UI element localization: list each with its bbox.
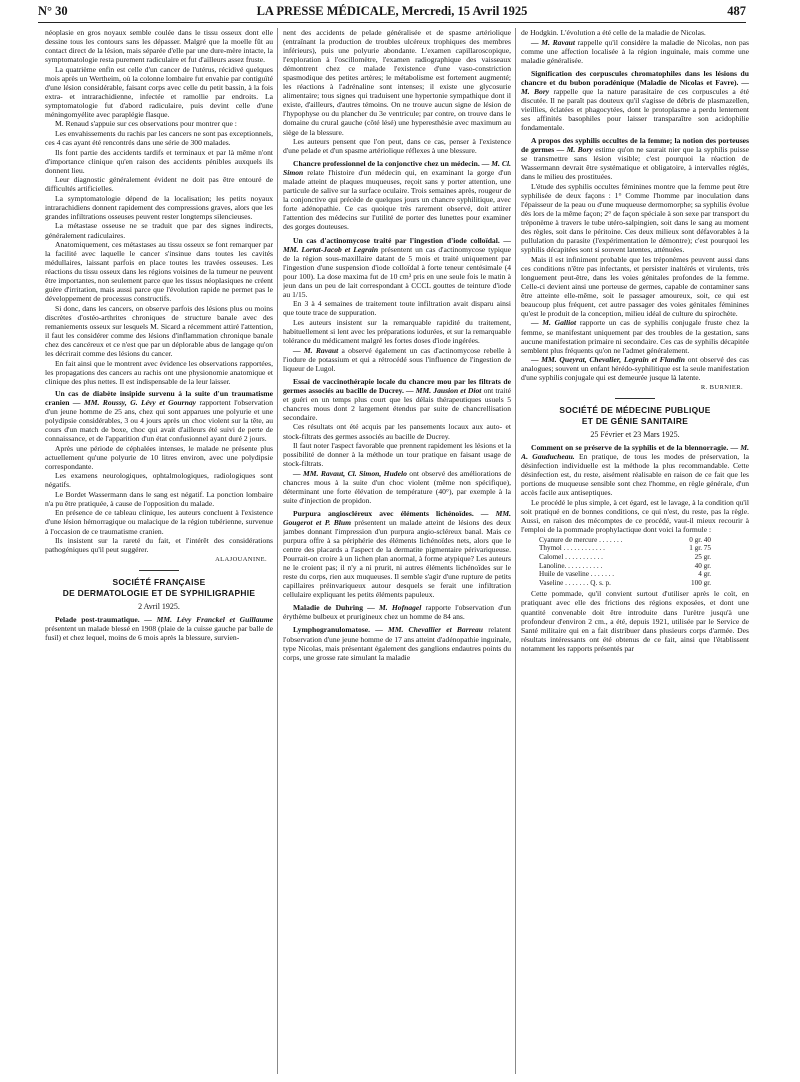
paragraph: Ils font partie des accidents tardifs et terminaux et par là même n'ont d'importance clinique qu'en raison des accidents pénibles auxquels ils donnent lieu. (45, 147, 273, 175)
ingredient-name: Vaseline . . . . . . . Q. s. p. (539, 578, 611, 587)
report-heading: A propos des syphilis occultes de la femme; la notion des porteuses de germes (521, 136, 749, 155)
report-entry (283, 236, 511, 299)
page-number: 487 (727, 4, 746, 18)
ingredient-name: Lanoline. . . . . . . . . . . (539, 561, 603, 570)
paragraph: Ces résultats ont été acquis par les pansements locaux aux auto- et stock-filtrats des germes associés au bacille de Ducrey. (283, 422, 511, 441)
report-text: présentent un malade atteint de lésions des deux jambes donnant l'impression d'un purpura angio-scléreux banal. Mais ce purpura offre à sa périphérie des éléments lichénoïdes nets, alors que le centre des placards a l'aspect de la dermatite pigmentaire périvariqueuse. Pourrait-on croire à un lichen plan anormal, à forme atypique? Les auteurs ne le croient pas; il n'y a ni prurit, ni autres éléments lichénoïdes sur le reste du corps, rien aux muqueuses. Il semble s'agir d'une rupture de petits capillaires préinvariqueux autour desquels se ferait une infiltration cellulaire expliquant les petits éléments papuleux. (283, 517, 511, 600)
report-authors: — M. Hofnagel (363, 603, 422, 613)
report-text: rapporte un cas de syphilis conjugale fruste chez la femme, se manifestant uniquement par des troubles de la gestation, sans aucune manifestation primaire ni secondaire. Ces cas de syphilis décapitée semblent plus fréquents qu'on ne l'admet généralement. (521, 318, 749, 355)
paragraph: En présence de ce tableau clinique, les auteurs concluent à l'existence d'une lésion hémorragique ou malacique de la région tubérienne, survenue à l'occasion de ce traumatisme cranien. (45, 508, 273, 536)
report-authors: — M. Bory (554, 145, 593, 155)
paragraph: En 3 à 4 semaines de traitement toute infiltration avait disparu ainsi que toute trace de suppuration. (283, 299, 511, 318)
ingredient-amount: 4 gr. (698, 570, 711, 579)
report-heading: Purpura angioscléreux avec éléments lichénoïdes. (293, 508, 474, 518)
paragraph: Le procédé le plus simple, à cet égard, est le lavage, à la condition qu'il soit pratiqué en de bonnes conditions, ce qui n'est, du reste, pas la règle. Aussi, en raison des mécomptes de ce procédé, vaut-il mieux recourir à l'emploi de la pommade prophylactique dont voici la formule : (521, 497, 749, 534)
report-text: ont observé des améliorations de chancres mous à la suite d'un choc violent (même non spécifique), déterminant une forte élévation de température (40°), par exemple à la suite d'injection de propidon. (283, 468, 511, 505)
formula-row (539, 536, 711, 545)
column-2 (283, 28, 511, 1076)
report-authors: — MM. Jausion et Diot (403, 385, 482, 395)
paragraph: Les envahissements du rachis par les cancers ne sont pas exceptionnels, ces 4 cas ayant été rencontrés dans une série de 300 malades. (45, 129, 273, 148)
report-heading: Un cas d'actinomycose traité par l'ingestion d'iode colloïdal. (293, 235, 500, 245)
column-divider (515, 28, 516, 1074)
report-authors: — MM. Queyrat, Chevalier, Legrain et Flandin (531, 355, 686, 365)
ingredient-name: Huile de vaseline . . . . . . . (539, 570, 615, 579)
formula-row (539, 544, 711, 553)
paragraph: Les examens neurologiques, ophtalmologiques, radiologiques sont négatifs. (45, 471, 273, 490)
page-header (38, 4, 746, 22)
column-3 (521, 28, 749, 1076)
session-date: 2 Avril 1925. (138, 601, 180, 611)
report-entry (283, 159, 511, 231)
report-entry (45, 615, 273, 642)
report-text: présentent un malade blessé en 1908 (plaie de la cuisse gauche par balle de fusil) et chez lequel, moins de 6 mois après la blessure, survien- (45, 623, 273, 642)
paragraph: néoplasie en gros noyaux semble coulée dans le tissu osseux dont elle dessine tous les contours sans les dépasser. Malgré que la moelle fût au contact direct de la lésion, mais séparée d'elle par une dure-mère intacte, la symptomatologie resta purement radiculaire et fut d'ailleurs assez fruste. (45, 28, 273, 65)
report-authors: — MM. Gougerot et P. Blum (283, 508, 511, 527)
paragraph: Leur diagnostic généralement évident ne doit pas être entouré de difficultés artificielles. (45, 175, 273, 194)
ingredient-name: Calomel . . . . . . . . . . . (539, 553, 603, 562)
paragraph: Après une période de céphalées intenses, le malade ne présente plus actuellement qu'une polyurie de 10 litres environ, avec une polydipsie correspondante. (45, 443, 273, 471)
report-text: relatent l'observation d'une jeune homme de 17 ans atteint d'adénopathie inguinale, type Nicolas, mais présentant également des ganglions endautres points du corps, une grosse rate simulant la maladie (283, 625, 511, 662)
column-divider (277, 28, 278, 1074)
section-rule (139, 570, 179, 571)
society-heading: SOCIÉTÉ FRANÇAISE DE DERMATOLOGIE ET DE SYPHILIGRAPHIE (62, 576, 256, 598)
paragraph: Il faut noter l'aspect favorable que prennent rapidement les lésions et la possibilité de donner à la méthode un tour pratique en faisant usage de stock-filtrats. (283, 441, 511, 469)
report-authors: — MM. Roussy, G. Lévy et Gournay (72, 397, 196, 407)
report-entry (283, 346, 511, 373)
formula-table (539, 536, 711, 588)
report-text: rappelle que la nature parasitaire de ces corpuscules a été discutée. Il ne paraît pas douteux qu'il s'agisse de débris de plasmazellen, vieillies, éclatées et phagocytées, dont le protoplasme a perdu lentement ses affinités basophiles pour laisser transparaître son acidophilie fondamentale. (521, 86, 749, 132)
paragraph: Anatomiquement, ces métastases au tissu osseux se font remarquer par la facilité avec laquelle le cancer s'insinue dans toutes les cavités médullaires, laissant parfois en place toutes les travées osseuses. Les réactions du tissu osseux dans les régions voisines de la tumeur ne peuvent être importantes, non seulement parce que les tissus néoplasiques ne créent guère d'irritation, mais aussi parce que l'évolution rapide ne permet pas le développement de processus constructifs. (45, 240, 273, 304)
formula-row (539, 562, 711, 571)
ingredient-amount: 0 gr. 40 (689, 535, 711, 544)
report-authors: — MM. Ravaut, Cl. Simon, Hudelo (293, 468, 407, 478)
paragraph: La quatrième enfin est celle d'un cancer de l'utérus, récidivé quelques mois après un Wertheim, où la colonne lombaire fut envahie par contiguïté d'une lésion considérable, faisant corps avec celle du petit bassin, à la fois extra- et intrarachidienne, infectée et ramollie par endroits. La symptomatologie fut d'abord radiculaire, puis devint celle d'une méningomyélite avec paraplégie flasque. (45, 64, 273, 119)
report-authors: — M. Galliot (531, 318, 577, 328)
report-entry (521, 355, 749, 382)
report-heading: Signification des corpuscules chromatophiles dans les lésions du chancre et du bubon poradénique (Maladie de Nicolas et Favre). (521, 68, 749, 87)
header-rule (38, 22, 746, 23)
paragraph: Mais il est infiniment probable que les tréponèmes peuvent aussi dans ces conditions n'être pas infectants, et persister inaltérés et virulents, très longuement peut-être, dans les voies génitales profondes de la femme. Celle-ci devient ainsi une porteuse de germes, capable de contaminer sans être atteinte elle-même, soit le passager amoureux, soit, ce qui est beaucoup plus fréquent, cet autre passager des voies génitales féminines qu'est le produit de la conception, milieu idéal de culture du spirochète. (521, 254, 749, 318)
report-heading: Un cas de diabète insipide survenu à la suite d'un traumatisme cranien (45, 388, 273, 407)
ingredient-amount: 100 gr. (691, 578, 711, 587)
report-authors: — M. Bory (521, 77, 749, 96)
report-text: estime qu'on ne saurait nier que la syphilis puisse se transmettre sans lésion visible; c'est pourquoi la réaction de Wassermann devrait être systématique et obligatoire, à intervalles réglés, dans le milieu des prostituées. (521, 145, 749, 182)
report-authors: — MM. Lévy Franckel et Guillaume (139, 614, 273, 624)
report-authors: — M. Ravaut (293, 345, 339, 355)
author-signature: R. BURNIER. (700, 383, 743, 391)
column-1 (45, 28, 273, 1076)
report-heading: Maladie de Duhring (293, 603, 364, 613)
ingredient-name: Thymol . . . . . . . . . . . . (539, 544, 605, 553)
report-entry (45, 389, 273, 443)
report-text: En pratique, de tous les modes de préservation, la désinfection individuelle est la méthode la plus recommandable. Cette désinfection est, du reste, aisément réalisable en raison de ce fait que les portions de muqueuse sensible sont chez l'homme, en règle générale, d'un accès facile aux antiseptiques. (521, 451, 749, 498)
report-authors: — MM. Lortat-Jacob et Legrain (283, 235, 511, 254)
report-authors: — MM. Chevallier et Barreau (370, 625, 484, 635)
formula-row (539, 553, 711, 562)
report-entry (283, 625, 511, 661)
report-authors: — M. Ravaut (531, 37, 575, 47)
paragraph: L'étude des syphilis occultes féminines montre que la femme peut être syphilisée de deux façons : 1° Comme l'homme par inoculation dans l'épaisseur de la peau ou d'une muqueuse dermomorphe; sa syphilis évolue dès lors de la même façon; 2° de façon spéciale à son sexe par transport du tréponème à travers le tube utéro-salpingien, soit dans le sang au moment des règles, soit dans le péritoine. Ces deux milieux sont défavorables à la pullulation du parasite (l'expérimentation le démontre); c'est pourquoi les syphilis décapitées sont si souvent latentes, atténuées. (521, 181, 749, 255)
report-heading: Lymphogranulomatose. (293, 625, 371, 635)
paragraph: La métastase osseuse ne se traduit que par des signes indirects, généralement radiculaires. (45, 221, 273, 240)
ingredient-name: Cyanure de mercure . . . . . . . (539, 535, 623, 544)
section-rule (615, 398, 655, 399)
paragraph: Ils insistent sur la rareté du fait, et l'intérêt des considérations pathogéniques qu'il peut suggérer. (45, 536, 273, 555)
report-text: ont traité et guéri en un temps plus court que les délais thérapeutiques usuels 5 chancres mous dont 2 largement étendus par suite de chancrellisation secondaire. (283, 385, 511, 422)
report-entry (283, 509, 511, 599)
paragraph: Si donc, dans les cancers, on observe parfois des lésions plus ou moins discrètes d'ostéo-arthrites chroniques de structure banale avec des remaniements osseux sur lesquels M. Sicard a récemment attiré l'attention, il faut les considérer comme des lésions d'inflammation chronique banale chez des cancéreux et ce n'est que par un déplorable abus de langage qu'on les décrirait comme des lésions du cancer. (45, 303, 273, 359)
paragraph: La symptomatologie dépend de la localisation; les petits noyaux intrarachidiens donnent rapidement des compressions graves, alors que les grandes infiltrations osseuses peuvent rester longtemps silencieuses. (45, 193, 273, 221)
report-entry (521, 69, 749, 132)
report-text: présentent un cas d'actinomycose typique de la région sous-maxillaire datant de 5 mois et traité uniquement par l'ingestion d'une suspension d'iode colloïdal à forte teneur centésimale (4 pour 100). La dose maxima fut de 10 cm³ pris en une seule fois le matin à jeun dans un peu de lait correspondant à CCCL gouttes de teinture d'iode au 1/15. (283, 244, 511, 299)
paragraph: nent des accidents de pelade généralisée et de spasme artériolique (entraînant la production de troubles ulcéreux trophiques des membres inférieurs), puis une polyurie abondante. L'examen capillaroscopique, l'exploration à l'oscillomètre, l'examen radiographique des vaisseaux démontrent chez ce malade l'existence d'une vaso-constriction spasmodique des petites artères; le métabolisme est fortement augmenté; les réactions à l'adrénaline sont intenses; il existe une glycosurie alimentaire; tous signes qui traduisent une hypertonie sympathique dont il existe, d'ailleurs, d'autres témoins. On ne trouve aucun signe de lésion de l'hypophyse ou du plancher du 3e ventricule; par contre, on trouve dans le domaine du crural gauche (côté lésé) une hyperesthésie avec maximum au siège de la blessure. (283, 28, 511, 137)
report-heading: Pelade post-traumatique. (55, 614, 140, 624)
report-heading: Chancre professionnel de la conjonctive chez un médecin. (293, 159, 480, 169)
report-authors: — M. Cl. Simon (283, 159, 511, 178)
report-authors: — M. A. Gauducheau. (521, 442, 749, 461)
session-date: 25 Février et 23 Mars 1925. (590, 429, 680, 439)
report-entry (521, 136, 749, 181)
society-heading: SOCIÉTÉ DE MÉDECINE PUBLIQUE ET DE GÉNIE SANITAIRE (559, 404, 711, 426)
report-text: a observé également un cas d'actinomycose rebelle à l'iodure de potassium et qui a rétrocédé sous l'influence de l'ingestion de liqueur de Lugol. (283, 345, 511, 373)
report-entry (521, 318, 749, 354)
report-entry (283, 377, 511, 422)
report-text: rapporte l'observation d'un érythème bulbeux et prurigineux chez un homme de 84 ans. (283, 603, 511, 622)
report-entry (283, 603, 511, 621)
report-text: relate l'histoire d'un médecin qui, en examinant la gorge d'un malade atteint de plaques muqueuses, reçoit sans y porter attention, une particule de salive sur la surface oculaire. Trois semaines après, rougeur de la conjonctive qui précède de quelques jours un chancre syphilitique, avec forte adénopathie. Ce cas quoique très rarement observé, doit attirer l'attention des médecins sur l'utilité de porter des lunettes pour examiner des gorges douteuses. (283, 168, 511, 232)
paragraph: de Hodgkin. L'évolution a été celle de la maladie de Nicolas. (521, 28, 706, 37)
paragraph: Les auteurs insistent sur la remarquable rapidité du traitement, habituellement si lent avec les préparations iodurées, et sur la remarquable tolérance du médicament malgré les fortes doses d'iode ingérées. (283, 317, 511, 346)
report-heading: Comment on se préserve de la syphilis et de la blennorragie. (531, 442, 729, 452)
ingredient-amount: 40 gr. (694, 561, 711, 570)
ingredient-amount: 1 gr. 75 (689, 544, 711, 553)
paragraph: Les auteurs pensent que l'on peut, dans ce cas, penser à l'existence d'une pelade et d'un spasme artériolique réflexes à une blessure. (283, 137, 511, 156)
issue-number: N° 30 (38, 4, 68, 18)
report-text: rapportent l'observation d'un jeune homme de 25 ans, chez qui sont apparues une polyurie et une polydipsie considérables, 3 ou 4 jours après un choc violent sur la tête, au cours d'un match de boxe, choc qui avait d'ailleurs été suivi de perte de connaissance, et de l'apparition d'un état confusionnel ayant duré 2 jours. (45, 397, 273, 444)
report-entry (283, 469, 511, 505)
report-text: rappelle qu'il considère la maladie de Nicolas, non pas comme une affection localisée à la région inguinale, mais comme une maladie généralisée. (521, 37, 749, 65)
paragraph: Le Bordet Wassermann dans le sang est négatif. La ponction lombaire n'a pu être pratiquée, à cause de l'opposition du malade. (45, 489, 273, 508)
paragraph: Cette pommade, qu'il convient surtout d'utiliser après le coït, en pratiquant avec elle des frictions des régions exposées, et dont une quantité convenable doit être introduite dans l'urètre jusqu'à une profondeur d'environ 2 cm., a été, depuis 1921, utilisée par le Service de Santé militaire qui en a fait distribuer dans plusieurs corps d'armée. Des résultats intéressants ont été obtenus de ce fait, ainsi que l'établissent notamment les rapports présentés par (521, 589, 749, 653)
ingredient-amount: 25 gr. (694, 553, 711, 562)
formula-row (539, 579, 711, 588)
report-entry (521, 38, 749, 65)
paragraph: M. Renaud s'appuie sur ces observations pour montrer que : (55, 119, 237, 129)
report-entry (521, 443, 749, 497)
journal-title: LA PRESSE MÉDICALE, Mercredi, 15 Avril 1925 (256, 4, 528, 18)
report-text: ont observé des cas analogues; souvent un enfant hérédo-syphilitique est la seule manifestation d'une syphilis conjugale qui est demeurée jusque là latente. (521, 355, 749, 383)
paragraph: En fait ainsi que le montrent avec évidence les observations rapportées, les propagations des cancers au rachis ont une physionomie anatomique et clinique des plus nettes. Il est indispensable de la leur laisser. (45, 358, 273, 386)
report-heading: Essai de vaccinothérapie locale du chancre mou par les filtrats de germes associés au bacille de Ducrey. (283, 376, 511, 395)
author-signature: ALAJOUANINE. (215, 555, 267, 563)
formula-row (539, 570, 711, 579)
